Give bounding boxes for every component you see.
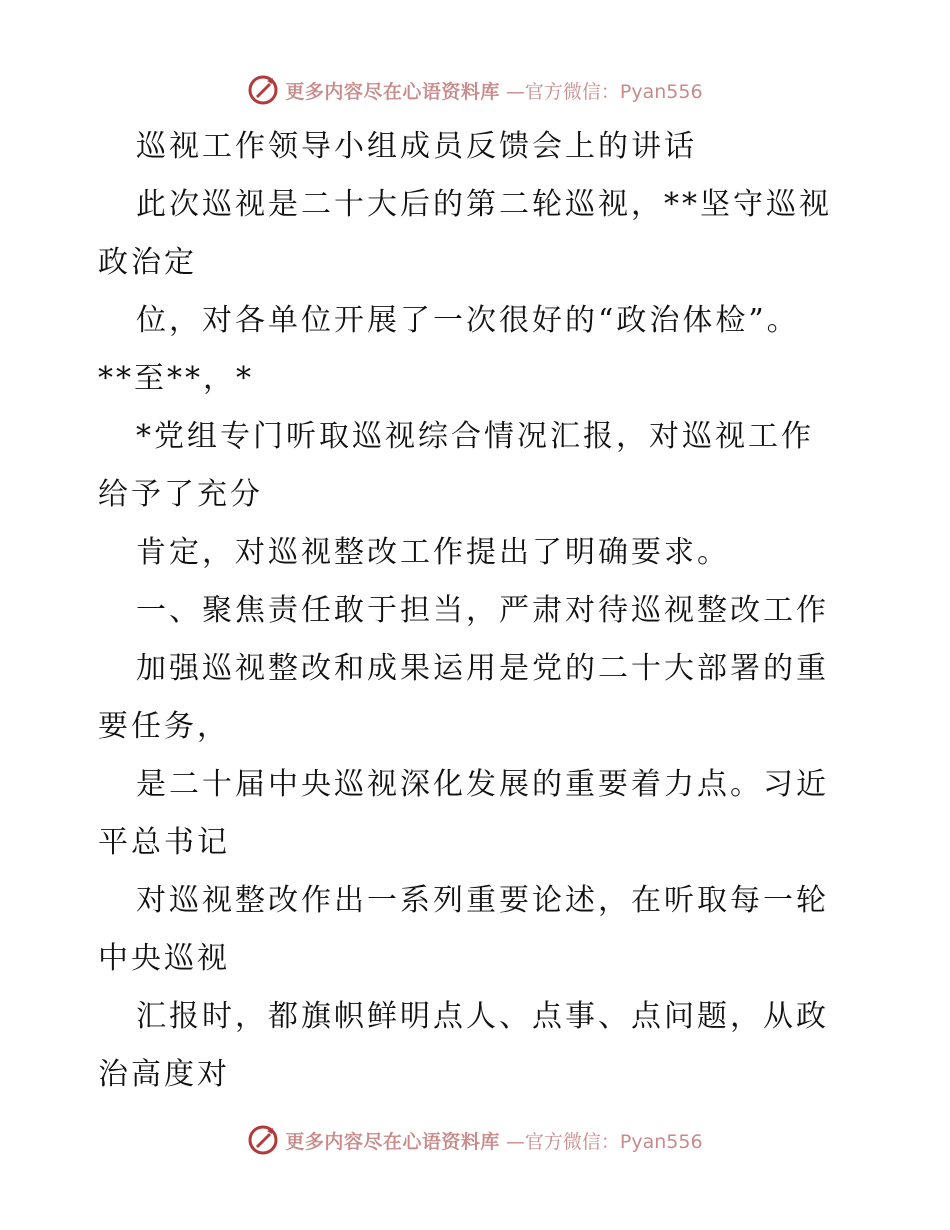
document-body: [98, 118, 858, 1104]
quill-pen-icon: [247, 74, 279, 106]
text-line: 要任务，: [98, 709, 230, 744]
text-line: 肯定，对巡视整改工作提出了明确要求。: [136, 535, 730, 570]
text-line: 加强巡视整改和成果运用是党的二十大部署的重: [136, 651, 829, 686]
text-line: 是二十届中央巡视深化发展的重要着力点。习近: [136, 767, 829, 802]
quill-pen-icon: [247, 1124, 279, 1156]
footer-banner-wechat: —官方微信：Pyan556: [505, 1130, 703, 1153]
document-title: 巡视工作领导小组成员反馈会上的讲话: [136, 129, 697, 164]
text-line: 对巡视整改作出一系列重要论述，在听取每一轮: [136, 883, 829, 918]
text-line: 政治定: [98, 245, 197, 280]
text-line: 治高度对: [98, 1057, 230, 1092]
text-line: *党组专门听取巡视综合情况汇报，对巡视工作: [136, 419, 814, 454]
text-line: **至**，*: [98, 361, 254, 396]
section-heading: 一、聚焦责任敢于担当，严肃对待巡视整改工作: [136, 593, 829, 628]
text-line: 汇报时，都旗帜鲜明点人、点事、点问题，从政: [136, 999, 829, 1034]
text-line: 平总书记: [98, 825, 230, 860]
header-watermark-banner: [0, 70, 950, 110]
text-line: 给予了充分: [98, 477, 263, 512]
text-line: 中央巡视: [98, 941, 230, 976]
text-line: 位，对各单位开展了一次很好的“政治体检”。: [136, 303, 800, 338]
footer-watermark-banner: [0, 1120, 950, 1160]
header-banner-wechat: —官方微信：Pyan556: [505, 80, 703, 103]
header-banner-text: 更多内容尽在心语资料库: [285, 80, 500, 103]
footer-banner-text: 更多内容尽在心语资料库: [285, 1130, 500, 1153]
text-line: 此次巡视是二十大后的第二轮巡视，**坚守巡视: [136, 187, 832, 222]
